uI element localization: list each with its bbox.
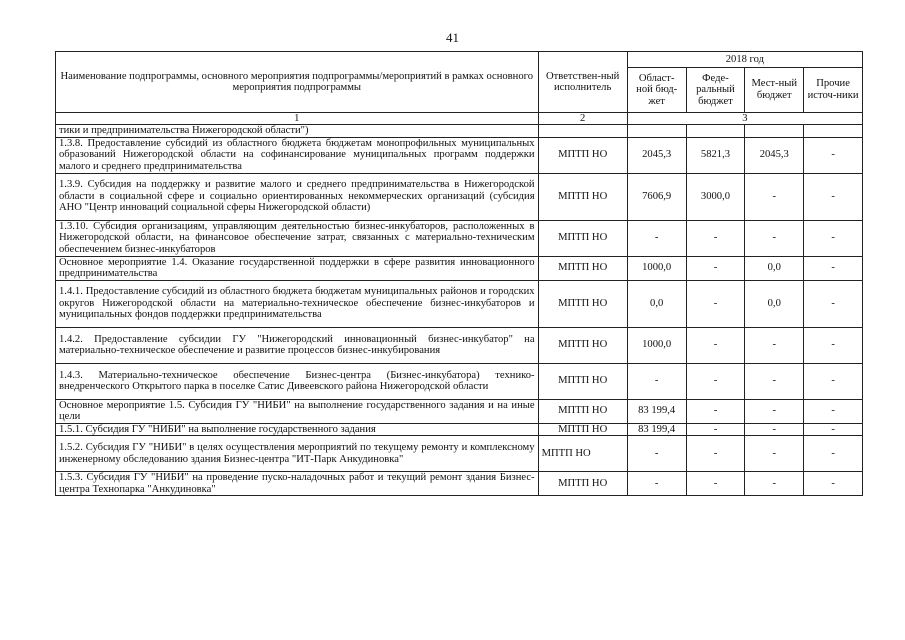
row-other: -	[804, 280, 863, 327]
table-row	[56, 436, 863, 472]
row-local: 0,0	[745, 280, 804, 327]
row-local: -	[745, 472, 804, 496]
row-regional: -	[627, 472, 686, 496]
row-other: -	[804, 256, 863, 280]
row-regional: 1000,0	[627, 327, 686, 363]
row-local: -	[745, 173, 804, 220]
row-local	[745, 125, 804, 138]
row-responsible: МПТП НО	[538, 423, 627, 436]
header-responsible: Ответствен-ный исполнитель	[538, 52, 627, 113]
row-name: 1.4.1. Предоставление субсидий из областного бюджета бюджетам муниципальных районов и городских округов Нижегородской области на материально-техническое обеспечение бизнес-инкубаторов и муниципальных фондов поддержки предпринимательства	[56, 280, 539, 327]
column-number-row	[56, 113, 863, 125]
row-regional: -	[627, 220, 686, 256]
table-row	[56, 399, 863, 423]
page-number: 41	[446, 30, 459, 45]
row-federal: -	[686, 399, 745, 423]
row-local: 2045,3	[745, 137, 804, 173]
row-local: 0,0	[745, 256, 804, 280]
header-year: 2018 год	[627, 52, 862, 68]
table-row	[56, 173, 863, 220]
table-row	[56, 363, 863, 399]
row-regional: -	[627, 363, 686, 399]
row-name: тики и предпринимательства Нижегородской области")	[56, 125, 539, 138]
budget-table	[55, 51, 863, 496]
row-federal: -	[686, 220, 745, 256]
row-other	[804, 125, 863, 138]
header-regional-budget: Област-ной бюд-жет	[627, 67, 686, 112]
row-regional: 7606,9	[627, 173, 686, 220]
table-row	[56, 472, 863, 496]
row-regional: -	[627, 436, 686, 472]
header-local-budget: Мест-ный бюджет	[745, 67, 804, 112]
row-regional: 83 199,4	[627, 423, 686, 436]
row-regional: 0,0	[627, 280, 686, 327]
row-other: -	[804, 436, 863, 472]
row-regional: 83 199,4	[627, 399, 686, 423]
row-federal	[686, 125, 745, 138]
row-name: 1.5.3. Субсидия ГУ "НИБИ" на проведение пуско-наладочных работ и текущий ремонт здания Бизнес-центра Технопарка "Анкудиновка"	[56, 472, 539, 496]
row-responsible	[538, 125, 627, 138]
table-row	[56, 423, 863, 436]
row-responsible: МПТП НО	[538, 280, 627, 327]
row-responsible: МПТП НО	[538, 363, 627, 399]
row-responsible: МПТП НО	[538, 436, 627, 472]
row-federal: -	[686, 436, 745, 472]
row-federal: -	[686, 327, 745, 363]
row-name: Основное мероприятие 1.4. Оказание государственной поддержки в сфере развития инновационного предпринимательства	[56, 256, 539, 280]
row-other: -	[804, 173, 863, 220]
row-other: -	[804, 220, 863, 256]
row-federal: -	[686, 423, 745, 436]
table-row	[56, 327, 863, 363]
row-other: -	[804, 363, 863, 399]
row-responsible: МПТП НО	[538, 472, 627, 496]
row-responsible: МПТП НО	[538, 327, 627, 363]
row-responsible: МПТП НО	[538, 137, 627, 173]
row-federal: -	[686, 280, 745, 327]
row-other: -	[804, 399, 863, 423]
row-name: 1.3.10. Субсидия организациям, управляющим деятельностью бизнес-инкубаторов, расположенных в Нижегородской области, на финансовое обеспечение затрат, связанных с материально-техническим обеспечением бизнес-инкубаторов	[56, 220, 539, 256]
row-local: -	[745, 436, 804, 472]
row-name: 1.4.3. Материально-техническое обеспечение Бизнес-центра (Бизнес-инкубатора) технико-внедренческого Открытого парка в поселке Сатис Дивеевского района Нижегородской области	[56, 363, 539, 399]
row-local: -	[745, 423, 804, 436]
row-local: -	[745, 363, 804, 399]
row-name: 1.5.2. Субсидия ГУ "НИБИ" в целях осуществления мероприятий по текущему ремонту и комплексному инженерному обследованию здания Бизнес-центра "ИТ-Парк Анкудиновка"	[56, 436, 539, 472]
row-regional	[627, 125, 686, 138]
row-name: 1.3.8. Предоставление субсидий из областного бюджета бюджетам монопрофильных муниципальных образований Нижегородской области на софинансирование муниципальных программ поддержки малого и среднего предпринимательства	[56, 137, 539, 173]
row-name: 1.3.9. Субсидия на поддержку и развитие малого и среднего предпринимательства в Нижегородской области в социальной сфере и социально ориентированных некоммерческих организаций (субсидия АНО "Центр инноваций социальной сферы Нижегородской области)	[56, 173, 539, 220]
row-other: -	[804, 327, 863, 363]
table-row	[56, 256, 863, 280]
table-row	[56, 125, 863, 138]
header-federal-budget: Феде-ральный бюджет	[686, 67, 745, 112]
row-name: 1.4.2. Предоставление субсидии ГУ "Нижегородский инновационный бизнес-инкубатор" на материально-техническое обеспечение и развитие процессов бизнес-инкубирования	[56, 327, 539, 363]
row-local: -	[745, 399, 804, 423]
row-local: -	[745, 220, 804, 256]
row-federal: -	[686, 363, 745, 399]
table-row	[56, 220, 863, 256]
row-federal: -	[686, 256, 745, 280]
row-regional: 1000,0	[627, 256, 686, 280]
column-number-2: 2	[538, 113, 627, 125]
row-other: -	[804, 137, 863, 173]
header-row	[56, 52, 863, 68]
column-number-1: 1	[56, 113, 539, 125]
table-row	[56, 137, 863, 173]
row-name: Основное мероприятие 1.5. Субсидия ГУ "НИБИ" на выполнение государственного задания и на иные цели	[56, 399, 539, 423]
row-federal: 3000,0	[686, 173, 745, 220]
row-responsible: МПТП НО	[538, 173, 627, 220]
row-responsible: МПТП НО	[538, 399, 627, 423]
row-federal: -	[686, 472, 745, 496]
header-name: Наименование подпрограммы, основного мероприятия подпрограммы/мероприятий в рамках основного мероприятия подпрограммы	[56, 52, 539, 113]
column-number-3: 3	[627, 113, 862, 125]
row-responsible: МПТП НО	[538, 220, 627, 256]
row-responsible: МПТП НО	[538, 256, 627, 280]
row-local: -	[745, 327, 804, 363]
table-row	[56, 280, 863, 327]
header-other-sources: Прочие источ-ники	[804, 67, 863, 112]
row-name: 1.5.1. Субсидия ГУ "НИБИ" на выполнение государственного задания	[56, 423, 539, 436]
row-other: -	[804, 423, 863, 436]
row-other: -	[804, 472, 863, 496]
row-federal: 5821,3	[686, 137, 745, 173]
row-regional: 2045,3	[627, 137, 686, 173]
